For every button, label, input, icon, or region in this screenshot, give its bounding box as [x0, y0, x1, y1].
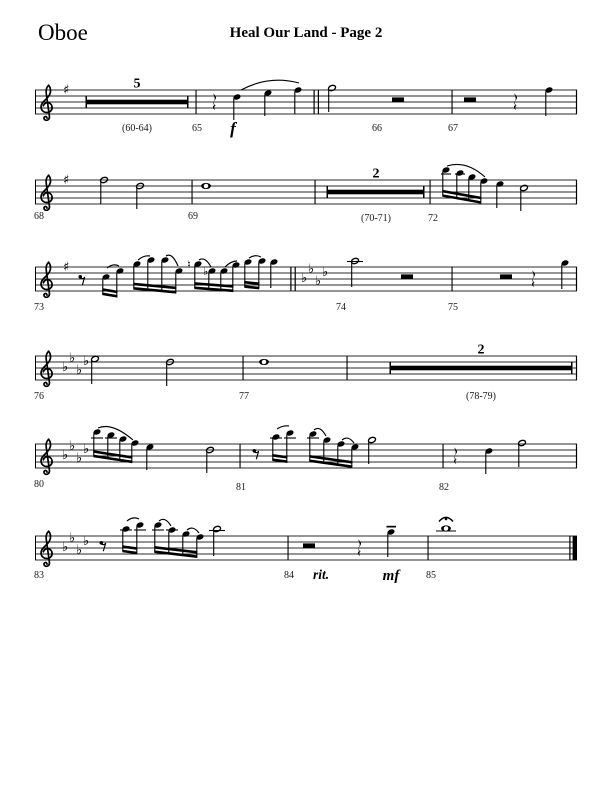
multirest-70-71 — [327, 167, 425, 225]
multirest-range: (70-71) — [361, 213, 391, 224]
treble-clef-icon — [41, 85, 52, 120]
treble-clef-icon — [41, 351, 52, 386]
system-2 — [34, 164, 577, 224]
flat-icon: ♭ — [203, 265, 209, 278]
measure-65 — [213, 80, 302, 138]
multirest-count: 5 — [133, 76, 141, 92]
treble-clef-icon — [41, 439, 52, 474]
tenuto-mark — [387, 526, 397, 528]
system-1 — [35, 77, 577, 139]
multirest-78-79 — [390, 343, 573, 403]
measure-82 — [454, 439, 526, 474]
system-6 — [34, 517, 577, 584]
flat-icon: ♭ — [69, 531, 76, 546]
multirest-count: 2 — [477, 342, 485, 358]
measure-number-65: 65 — [192, 123, 202, 134]
flat-icon: ♭ — [76, 543, 83, 558]
sharp-icon: ♯ — [63, 83, 70, 98]
measure-number-76: 76 — [34, 391, 44, 402]
flat-icon: ♭ — [83, 534, 90, 549]
flat-icon: ♭ — [322, 265, 329, 280]
treble-clef-icon — [41, 175, 52, 210]
measure-number-68: 68 — [34, 211, 44, 222]
measure-number-66: 66 — [372, 123, 382, 134]
measure-83 — [100, 518, 226, 558]
measure-67 — [464, 86, 553, 116]
flat-icon: ♭ — [69, 351, 76, 366]
measure-74 — [347, 257, 413, 287]
flat-icon: ♭ — [76, 363, 83, 378]
measure-number-69: 69 — [188, 211, 198, 222]
measure-85 — [436, 517, 456, 531]
measure-number-85: 85 — [426, 570, 436, 581]
measure-number-80: 80 — [34, 479, 44, 490]
treble-clef-icon — [41, 531, 52, 566]
measure-number-73: 73 — [34, 302, 44, 313]
measure-number-77: 77 — [239, 391, 249, 402]
dynamic-mf: mf — [382, 568, 400, 584]
system-4 — [34, 343, 577, 403]
final-barline — [569, 536, 577, 560]
instrument-name: Oboe — [38, 20, 88, 45]
measure-number-82: 82 — [439, 482, 449, 493]
flat-icon: ♭ — [62, 360, 69, 375]
measure-77 — [259, 359, 269, 365]
staff-lines — [35, 180, 577, 204]
flat-icon: ♭ — [76, 451, 83, 466]
measure-69 — [201, 183, 211, 189]
natural-icon: ♮ — [187, 258, 191, 271]
measure-number-75: 75 — [448, 302, 458, 313]
measure-75 — [500, 259, 569, 289]
multirest-range: (78-79) — [466, 391, 496, 402]
sharp-icon: ♯ — [63, 260, 70, 275]
flat-icon: ♭ — [69, 439, 76, 454]
multirest-count: 2 — [372, 166, 380, 182]
rit-marking: rit. — [313, 567, 330, 582]
flat-icon: ♭ — [301, 271, 308, 286]
measure-number-67: 67 — [448, 123, 458, 134]
measure-number-83: 83 — [34, 570, 44, 581]
flat-icon: ♭ — [83, 354, 90, 369]
system-5 — [34, 426, 577, 493]
measure-number-81: 81 — [236, 482, 246, 493]
system-3 — [34, 255, 577, 313]
flat-icon: ♭ — [83, 442, 90, 457]
flat-icon: ♭ — [62, 448, 69, 463]
multirest-60-64 — [86, 77, 189, 135]
measure-number-74: 74 — [336, 302, 346, 313]
measure-number-72: 72 — [428, 213, 438, 224]
measure-number-84: 84 — [284, 570, 294, 581]
sharp-icon: ♯ — [63, 173, 70, 188]
dynamic-f: f — [230, 119, 236, 138]
treble-clef-icon — [41, 262, 52, 297]
measure-76 — [91, 355, 175, 386]
flat-icon: ♭ — [62, 540, 69, 555]
flat-icon: ♭ — [308, 262, 315, 277]
flat-icon: ♭ — [315, 274, 322, 289]
multirest-range: (60-64) — [122, 123, 152, 134]
fermata-icon — [439, 517, 453, 521]
page-title: Heal Our Land - Page 2 — [229, 25, 383, 41]
